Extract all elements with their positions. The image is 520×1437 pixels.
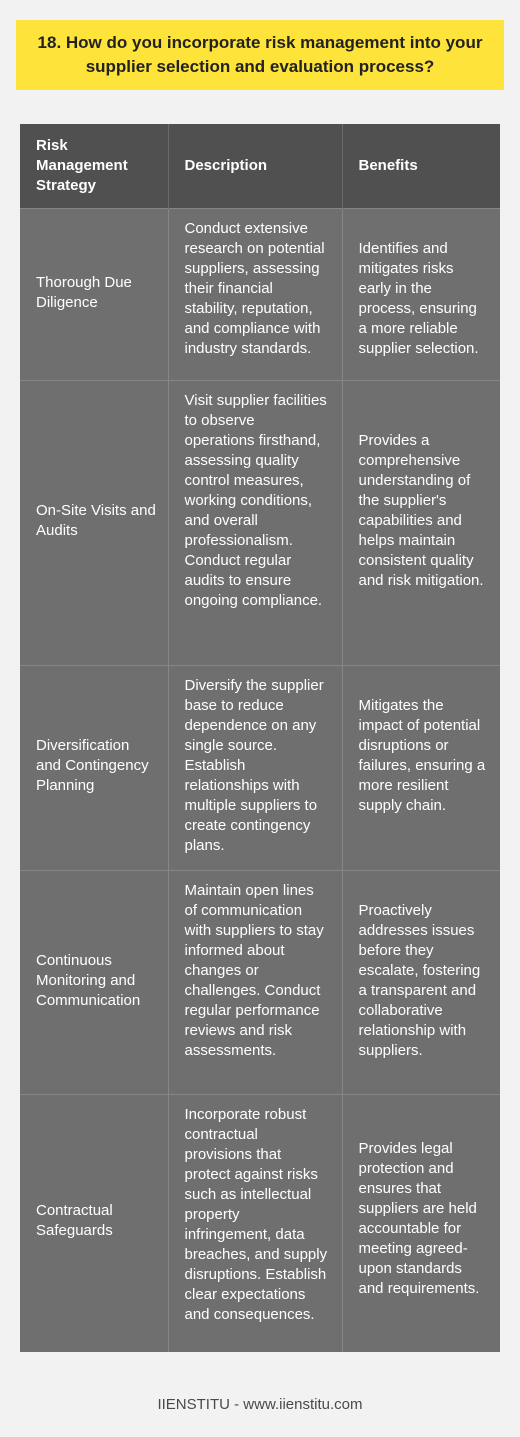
table-header-row bbox=[20, 124, 500, 209]
table-row bbox=[20, 871, 500, 1095]
column-header-benefits: Benefits bbox=[342, 124, 500, 209]
table-row bbox=[20, 1095, 500, 1352]
column-header-description: Description bbox=[168, 124, 342, 209]
benefits-cell: Provides a comprehensive understanding of the supplier's capabilities and helps maintain consistent quality and risk mitigation. bbox=[342, 381, 500, 666]
table-row bbox=[20, 381, 500, 666]
strategy-cell: On-Site Visits and Audits bbox=[20, 381, 168, 666]
description-cell: Maintain open lines of communication with suppliers to stay informed about changes or challenges. Conduct regular performance reviews and risk assessments. bbox=[168, 871, 342, 1095]
strategy-cell: Diversification and Contingency Planning bbox=[20, 666, 168, 871]
footer-credit: IIENSTITU - www.iienstitu.com bbox=[157, 1396, 363, 1413]
benefits-cell: Mitigates the impact of potential disruptions or failures, ensuring a more resilient supply chain. bbox=[342, 666, 500, 871]
benefits-cell: Proactively addresses issues before they escalate, fostering a transparent and collaborative relationship with suppliers. bbox=[342, 871, 500, 1095]
table-row bbox=[20, 209, 500, 381]
column-header-strategy: Risk Management Strategy bbox=[20, 124, 168, 209]
risk-strategy-table bbox=[20, 124, 500, 1352]
strategy-cell: Thorough Due Diligence bbox=[20, 209, 168, 381]
description-cell: Conduct extensive research on potential suppliers, assessing their financial stability, reputation, and compliance with industry standards. bbox=[168, 209, 342, 381]
benefits-cell: Provides legal protection and ensures that suppliers are held accountable for meeting agreed-upon standards and requirements. bbox=[342, 1095, 500, 1352]
page-title: 18. How do you incorporate risk management into your supplier selection and evaluation process? bbox=[16, 20, 504, 90]
strategy-cell: Contractual Safeguards bbox=[20, 1095, 168, 1352]
description-cell: Diversify the supplier base to reduce dependence on any single source. Establish relationships with multiple suppliers to create contingency plans. bbox=[168, 666, 342, 871]
table-row bbox=[20, 666, 500, 871]
description-cell: Visit supplier facilities to observe operations firsthand, assessing quality control measures, working conditions, and overall professionalism. Conduct regular audits to ensure ongoing compliance. bbox=[168, 381, 342, 666]
description-cell: Incorporate robust contractual provisions that protect against risks such as intellectual property infringement, data breaches, and supply disruptions. Establish clear expectations and consequences. bbox=[168, 1095, 342, 1352]
strategy-cell: Continuous Monitoring and Communication bbox=[20, 871, 168, 1095]
benefits-cell: Identifies and mitigates risks early in the process, ensuring a more reliable supplier selection. bbox=[342, 209, 500, 381]
